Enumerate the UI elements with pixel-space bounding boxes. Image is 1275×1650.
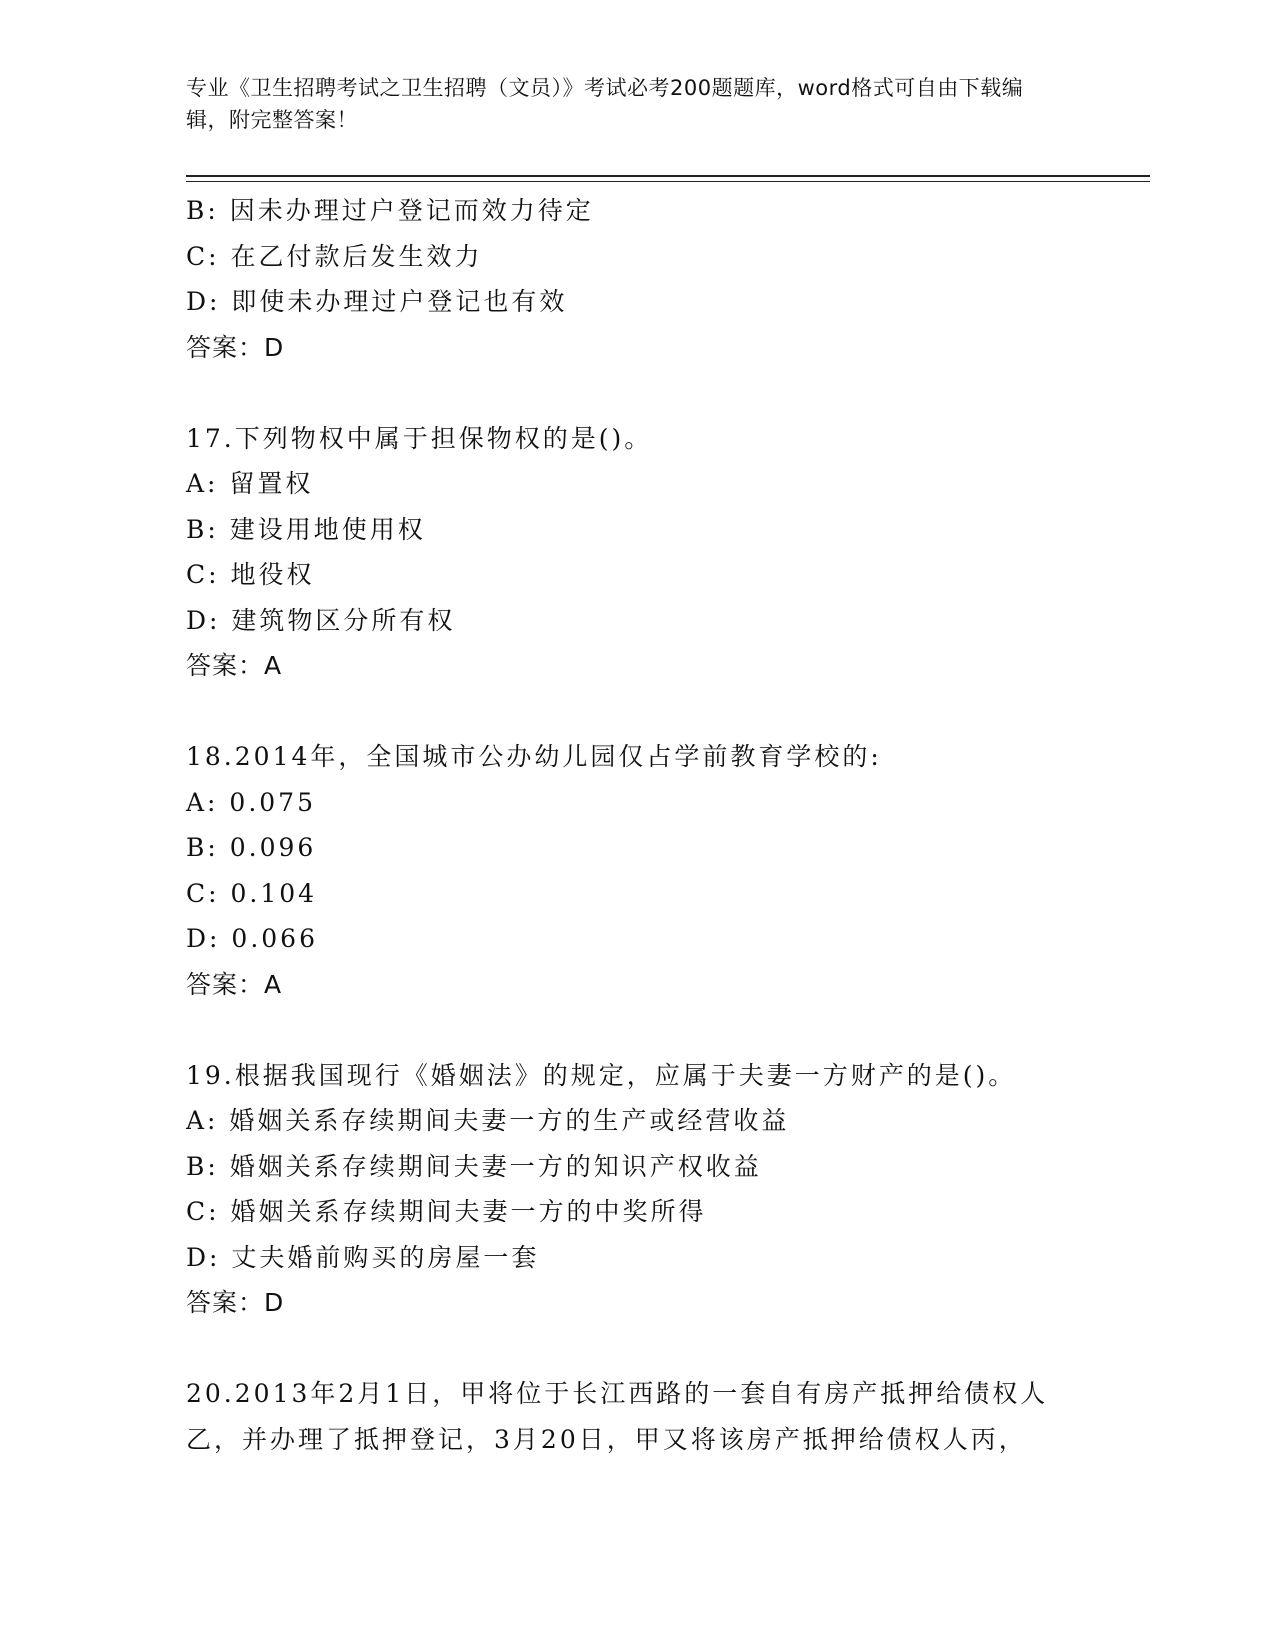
answer-line: 答案：A <box>186 969 283 999</box>
question-list <box>186 188 1106 1462</box>
answer-line: 答案：A <box>186 651 283 680</box>
header-divider-thin <box>186 181 1150 182</box>
question-stem-line-1: 20.2013年2月1日，甲将位于长江西路的一套自有房产抵押给债权人 <box>186 1379 1049 1408</box>
option-c: C: 婚姻关系存续期间夫妻一方的中奖所得 <box>186 1197 707 1226</box>
option-a: A: 0.075 <box>186 787 316 817</box>
header-divider-thick <box>186 175 1150 177</box>
spacer <box>186 689 1106 735</box>
spacer <box>186 1326 1106 1372</box>
option-b: B: 因未办理过户登记而效力待定 <box>186 196 594 225</box>
question-stem-line-2: 乙，并办理了抵押登记，3月20日，甲又将该房产抵押给债权人丙， <box>186 1424 1027 1454</box>
option-d: D: 0.066 <box>186 924 318 953</box>
spacer <box>186 370 1106 416</box>
question-stem: 17.下列物权中属于担保物权的是()。 <box>186 423 653 453</box>
question-18 <box>186 734 1106 1007</box>
document-header: 专业《卫生招聘考试之卫生招聘（文员）》考试必考200题题库，word格式可自由下载编辑，附完整答案！ <box>186 76 1024 132</box>
option-b: B: 建设用地使用权 <box>186 514 426 544</box>
option-b: B: 0.096 <box>186 833 317 862</box>
option-c: C: 地役权 <box>186 560 315 589</box>
option-c: C: 0.104 <box>186 878 318 908</box>
question-19 <box>186 1053 1106 1326</box>
option-d: D: 丈夫婚前购买的房屋一套 <box>186 1242 540 1272</box>
option-d: D: 即使未办理过户登记也有效 <box>186 287 568 316</box>
answer-line: 答案：D <box>186 1288 285 1317</box>
question-16-continuation <box>186 188 1106 370</box>
option-a: A: 婚姻关系存续期间夫妻一方的生产或经营收益 <box>186 1106 790 1135</box>
question-stem: 19.根据我国现行《婚姻法》的规定，应属于夫妻一方财产的是()。 <box>186 1060 1017 1090</box>
question-20 <box>186 1371 1106 1462</box>
spacer <box>186 1007 1106 1053</box>
answer-line: 答案：D <box>186 332 285 362</box>
question-stem: 18.2014年，全国城市公办幼儿园仅占学前教育学校的: <box>186 742 882 771</box>
option-d: D: 建筑物区分所有权 <box>186 605 456 635</box>
option-a: A: 留置权 <box>186 469 314 498</box>
option-c: C: 在乙付款后发生效力 <box>186 241 483 271</box>
question-17 <box>186 416 1106 689</box>
option-b: B: 婚姻关系存续期间夫妻一方的知识产权收益 <box>186 1151 762 1181</box>
